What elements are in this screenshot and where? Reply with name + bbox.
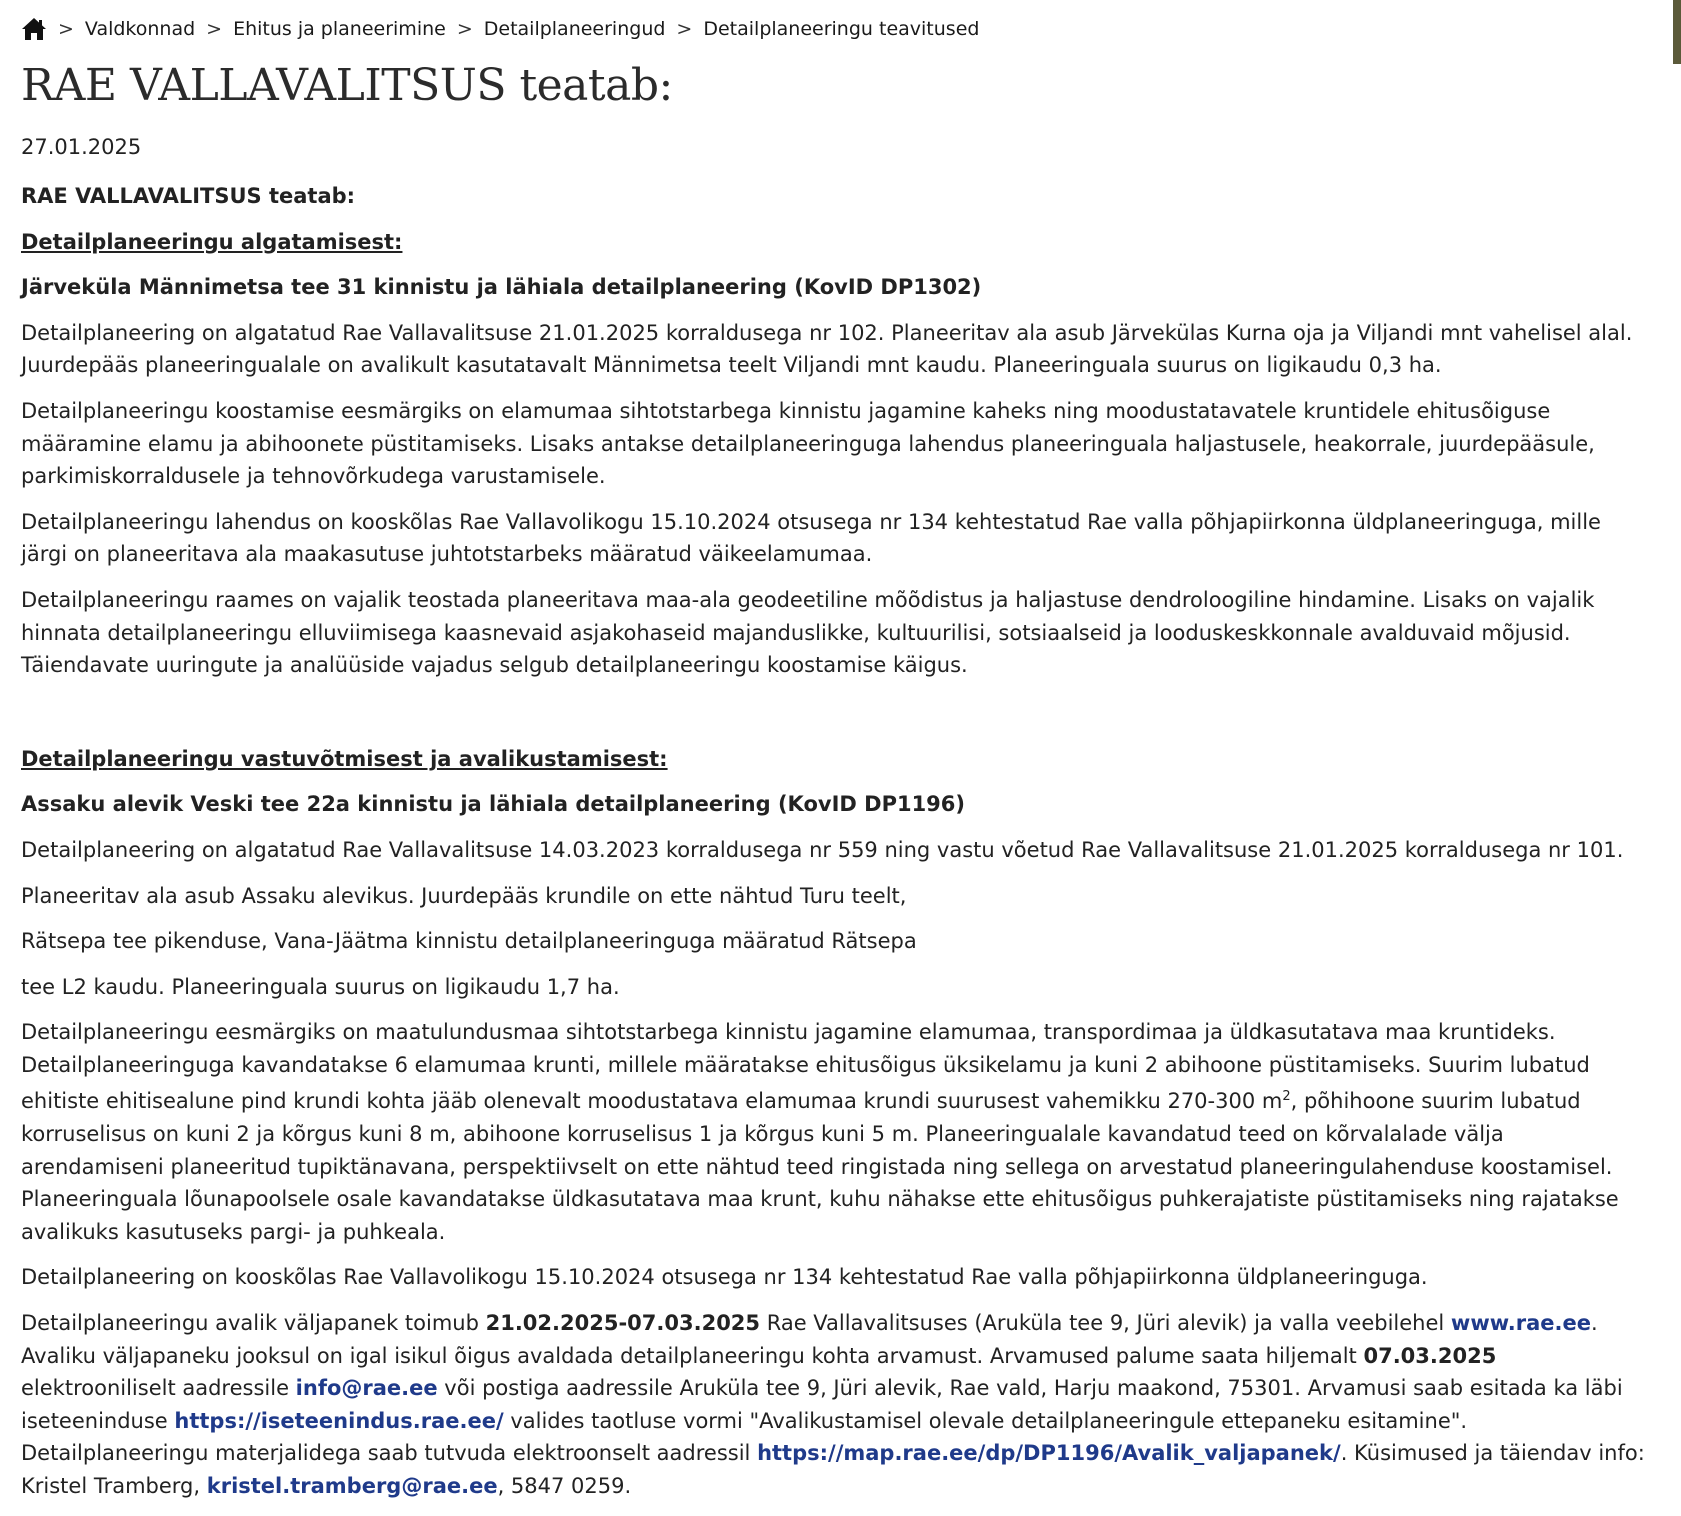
- home-icon[interactable]: [21, 17, 47, 41]
- breadcrumb-item-detailplaneeringud[interactable]: Detailplaneeringud: [483, 18, 666, 40]
- text-segment: , 5847 0259.: [497, 1474, 632, 1498]
- breadcrumb-separator: >: [676, 18, 693, 40]
- link-rae-website[interactable]: www.rae.ee: [1450, 1311, 1591, 1336]
- section2-subheading: Assaku alevik Veski tee 22a kinnistu ja lähiala detailplaneering (KovID DP1196): [21, 792, 966, 817]
- section2-paragraph-4: tee L2 kaudu. Planeeringuala suurus on ligikaudu 1,7 ha.: [21, 974, 620, 999]
- section2-paragraph-1: Detailplaneering on algatatud Rae Vallavalitsuse 14.03.2023 korraldusega nr 559 ning vastu võetud Rae Vallavalitsuse 21.01.2025 korraldusega nr 101.: [21, 837, 1624, 862]
- edge-decoration: [1673, 0, 1681, 64]
- superscript-2: 2: [1282, 1089, 1291, 1105]
- section1-paragraph-2: Detailplaneeringu koostamise eesmärgiks on elamumaa sihtotstarbega kinnistu jagamine kaheks ning moodustatavatele kruntidele ehitusõiguse määramine elamu ja abihoonete püstitamiseks. Lisaks antakse detailplaneeringuga lahendus planeeringuala haljastusele, heakorrale, juurdepääsule, parkimiskorraldusele ja tehnovõrkudega varustamisele.: [21, 398, 1595, 489]
- text-segment: Detailplaneeringu avalik väljapanek toimub: [21, 1311, 486, 1336]
- breadcrumb: [21, 14, 1651, 44]
- intro-heading: RAE VALLAVALITSUS teatab:: [21, 184, 356, 208]
- section2-paragraph-5-part-b: , põhihoone suurim lubatud korruselisus on kuni 2 ja kõrgus kuni 8 m, abihoone korruselisus 1 ja kõrgus kuni 5 m. Planeeringualale kavandatud teed on kõrvalalade välja arendamiseni planeeritud tupiktänavana, perspektiivselt on ette nähtud teed ringistada ning sellega on arvestatud planeeringulahenduse koostamisel. Planeeringuala lõunapoolsele osale kavandatakse üldkasutatava maa krunt, kuhu nähakse ette ehitusõigus puhkerajatiste püstitamiseks ning rajatakse avalikuks kasutuseks pargi- ja puhkeala.: [21, 1089, 1619, 1244]
- breadcrumb-separator: >: [206, 18, 223, 40]
- text-segment: . Küsimused ja täiendav info: Kristel Tramberg,: [21, 1441, 1645, 1498]
- link-map-materials[interactable]: https://map.rae.ee/dp/DP1196/Avalik_valjapanek/: [757, 1441, 1341, 1466]
- section2-paragraph-6: Detailplaneering on kooskõlas Rae Vallavolikogu 15.10.2024 otsusega nr 134 kehtestatud Rae valla põhjapiirkonna üldplaneeringuga.: [21, 1265, 1428, 1290]
- section2-paragraph-5-part-a: Detailplaneeringu eesmärgiks on maatulundusmaa sihtotstarbega kinnistu jagamine elamumaa, transpordimaa ja üldkasutatava maa kruntideks. Detailplaneeringuga kavandatakse 6 elamumaa krunti, millele määratakse ehitusõigus üksikelamu ja kuni 2 abihoone püstitamiseks. Suurim lubatud ehitiste ehitisealune pind krundi kohta jääb olenevalt moodustatava elamumaa krundi suurusest vahemikku 270-300 m: [21, 1020, 1590, 1114]
- text-segment: valides taotluse vormi "Avalikustamisel olevale detailplaneeringule ettepaneku esitamine". Detailplaneeringu materjalidega saab tutvuda elektroonselt aadressil: [21, 1408, 1468, 1466]
- page-content: [21, 14, 1651, 1516]
- breadcrumb-item-ehitus[interactable]: Ehitus ja planeerimine: [233, 18, 446, 40]
- deadline-date: 07.03.2025: [1363, 1343, 1497, 1368]
- section2-paragraph-2: Planeeritav ala asub Assaku alevikus. Juurdepääs krundile on ette nähtud Turu teelt,: [21, 883, 907, 908]
- section2-heading: Detailplaneeringu vastuvõtmisest ja avalikustamisest:: [21, 746, 668, 771]
- section2-paragraph-5: [21, 1016, 1651, 1248]
- text-segment: Rae Vallavalitsuses (Aruküla tee 9, Jüri alevik) ja valla veebilehel: [760, 1311, 1451, 1336]
- page-title: RAE VALLAVALITSUS teatab:: [21, 60, 673, 111]
- section1-paragraph-3: Detailplaneeringu lahendus on kooskõlas Rae Vallavolikogu 15.10.2024 otsusega nr 134 kehtestatud Rae valla põhjapiirkonna üldplaneeringuga, mille järgi on planeeritava ala maakasutuse juhtotstarbeks määratud väikeelamumaa.: [21, 509, 1601, 567]
- section2-paragraph-7: [21, 1307, 1651, 1503]
- section1-heading: Detailplaneeringu algatamisest:: [21, 229, 403, 254]
- link-info-email[interactable]: info@rae.ee: [295, 1376, 438, 1401]
- breadcrumb-separator: >: [456, 18, 473, 40]
- breadcrumb-item-teavitused[interactable]: Detailplaneeringu teavitused: [703, 18, 980, 40]
- text-segment: või postiga aadressile Aruküla tee 9, Jüri alevik, Rae vald, Harju maakond, 75301. Arvamusi saab esitada ka läbi iseteeninduse: [21, 1376, 1623, 1433]
- section1-paragraph-1: Detailplaneering on algatatud Rae Vallavalitsuse 21.01.2025 korraldusega nr 102. Planeeritav ala asub Järvekülas Kurna oja ja Viljandi mnt vahelisel alal. Juurdepääs planeeringualale on avalikult kasutatavalt Männimetsa teelt Viljandi mnt kaudu. Planeeringuala suurus on ligikaudu 0,3 ha.: [21, 320, 1633, 378]
- text-segment: elektrooniliselt aadressile: [21, 1376, 296, 1401]
- section2-paragraph-3: Rätsepa tee pikenduse, Vana-Jäätma kinnistu detailplaneeringuga määratud Rätsepa: [21, 929, 917, 954]
- publish-date: 27.01.2025: [21, 135, 142, 159]
- breadcrumb-separator: >: [58, 18, 74, 40]
- breadcrumb-item-valdkonnad[interactable]: Valdkonnad: [84, 18, 196, 40]
- text-segment: . Avaliku väljapaneku jooksul on igal isikul õigus avaldada detailplaneeringu kohta arvamust. Arvamused palume saata hiljemalt: [21, 1311, 1598, 1368]
- section1-paragraph-4: Detailplaneeringu raames on vajalik teostada planeeritava maa-ala geodeetiline mõõdistus ja haljastuse dendroloogiline hindamine. Lisaks on vajalik hinnata detailplaneeringu elluviimisega kaasnevaid asjakohaseid majanduslikke, kultuurilisi, sotsiaalseid ja looduskeskkonnale avalduvaid mõjusid. Täiendavate uuringute ja analüüside vajadus selgub detailplaneeringu koostamise käigus.: [21, 587, 1595, 678]
- section1-subheading: Järveküla Männimetsa tee 31 kinnistu ja lähiala detailplaneering (KovID DP1302): [21, 275, 982, 300]
- display-period: 21.02.2025-07.03.2025: [485, 1311, 761, 1336]
- section-spacer: [21, 695, 1651, 743]
- link-contact-email[interactable]: kristel.tramberg@rae.ee: [206, 1474, 498, 1498]
- link-iseteenindus[interactable]: https://iseteenindus.rae.ee/: [174, 1408, 504, 1433]
